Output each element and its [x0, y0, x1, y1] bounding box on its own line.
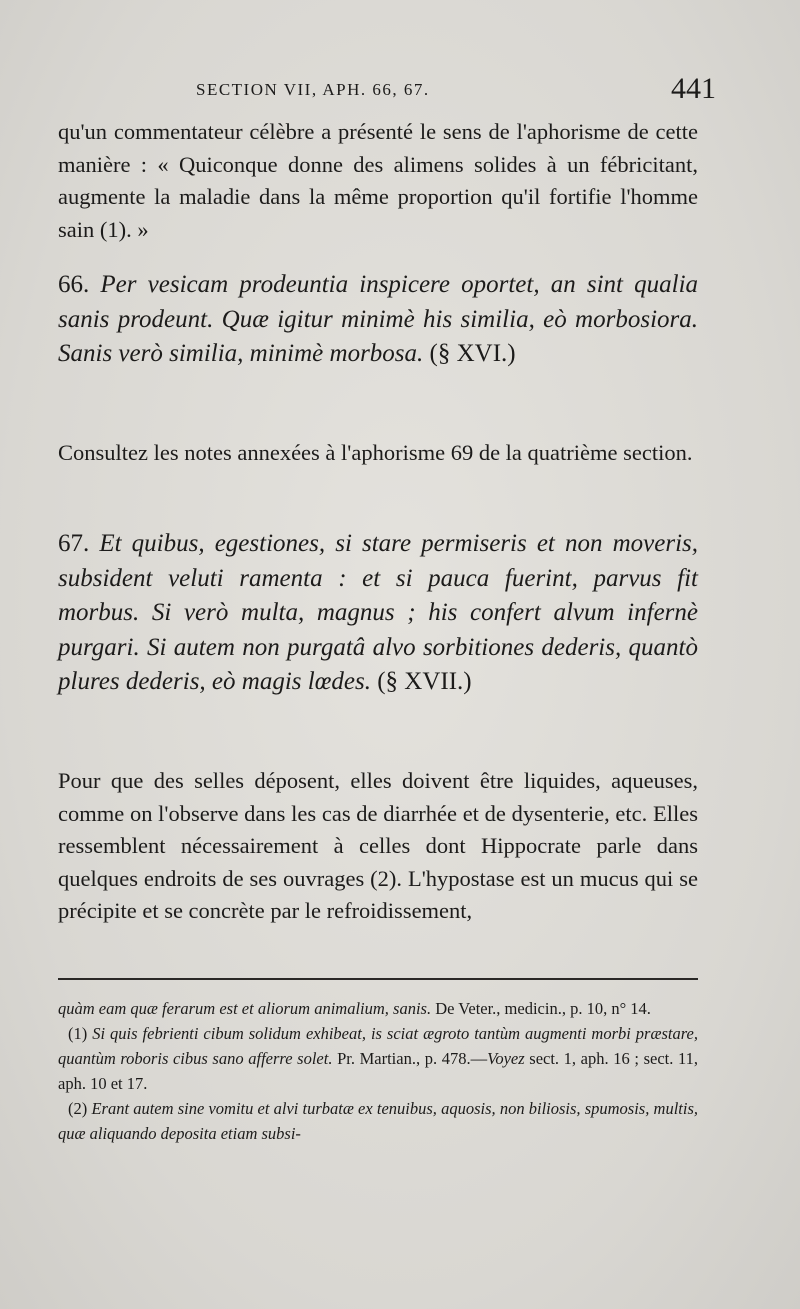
commentary-67	[58, 765, 698, 928]
footnote-1	[58, 1021, 698, 1096]
footnote-marker: (1)	[68, 1024, 88, 1043]
body-paragraph: Pour que des selles déposent, elles doivent être liquides, aqueuses, comme on l'observe dans les cas de diarrhée et de dysenterie, etc. Elles ressemblent nécessairement à celles dont Hippocrate parle dans quelques endroits de ses ouvrages (2). L'hypostase est un mucus qui se précipite et se concrète par le refroidissement,	[58, 768, 698, 923]
footnote-latin: Erant autem sine vomitu et alvi turbatæ ex tenuibus, aquosis, non biliosis, spumosis, multis, quæ aliquando deposita etiam subsi-	[58, 1099, 698, 1143]
footnote-marker: (2)	[68, 1099, 88, 1118]
aphorism-latin-text: Per vesicam prodeuntia inspicere oportet, an sint qualia sanis prodeunt. Quæ igitur minimè his similia, eò morbosiora. Sanis verò similia, minimè morbosa.	[58, 271, 699, 367]
footnote-voyez: Voyez	[487, 1049, 525, 1068]
aphorism-66	[58, 268, 698, 372]
section-reference: (§ XVI.)	[429, 340, 516, 367]
section-reference: (§ XVII.)	[377, 668, 472, 695]
footnote-divider	[58, 978, 698, 980]
footnote-latin: quàm eam quæ ferarum est et aliorum animalium, sanis.	[58, 999, 432, 1018]
footnote-continuation	[58, 996, 698, 1021]
page-number: 441	[671, 72, 716, 105]
footnote-reference: sect. 1, aph. 16 ; sect. 11, aph. 10 et 17.	[58, 1049, 699, 1093]
running-head: SECTION VII, APH. 66, 67.	[196, 80, 430, 99]
aphorism-67	[58, 527, 698, 700]
aphorism-number: 67.	[58, 530, 90, 557]
footnote-reference: De Veter., medicin., p. 10, n° 14.	[435, 999, 651, 1018]
paragraph-continuation	[58, 116, 698, 246]
page-header	[196, 72, 716, 112]
aphorism-number: 66.	[58, 271, 90, 298]
footnotes	[58, 996, 698, 1146]
aphorism-latin-text: Et quibus, egestiones, si stare permiseris et non moveris, subsident veluti ramenta : et si pauca fuerint, parvus fit morbus. Si verò multa, magnus ; his confert alvum infernè purgari. Si autem non purgatâ alvo sorbitiones dederis, quantò plures dederis, eò magis lœdes.	[58, 530, 698, 695]
body-paragraph: qu'un commentateur célèbre a présenté le sens de l'aphorisme de cette manière : « Quiconque donne des alimens solides à un fébricitant, augmente la maladie dans la même proportion qu'il fortifie l'homme sain (1). »	[58, 119, 698, 242]
footnote-2	[58, 1096, 698, 1146]
footnote-reference: Pr. Martian., p. 478.—	[337, 1049, 488, 1068]
footnote-latin: Si quis febrienti cibum solidum exhibeat, is sciat ægroto tantùm augmenti morbi præstare, quantùm roboris cibus sano afferre solet.	[58, 1024, 698, 1068]
body-paragraph: Consultez les notes annexées à l'aphorisme 69 de la quatrième section.	[58, 440, 693, 465]
commentary-66	[58, 437, 698, 470]
